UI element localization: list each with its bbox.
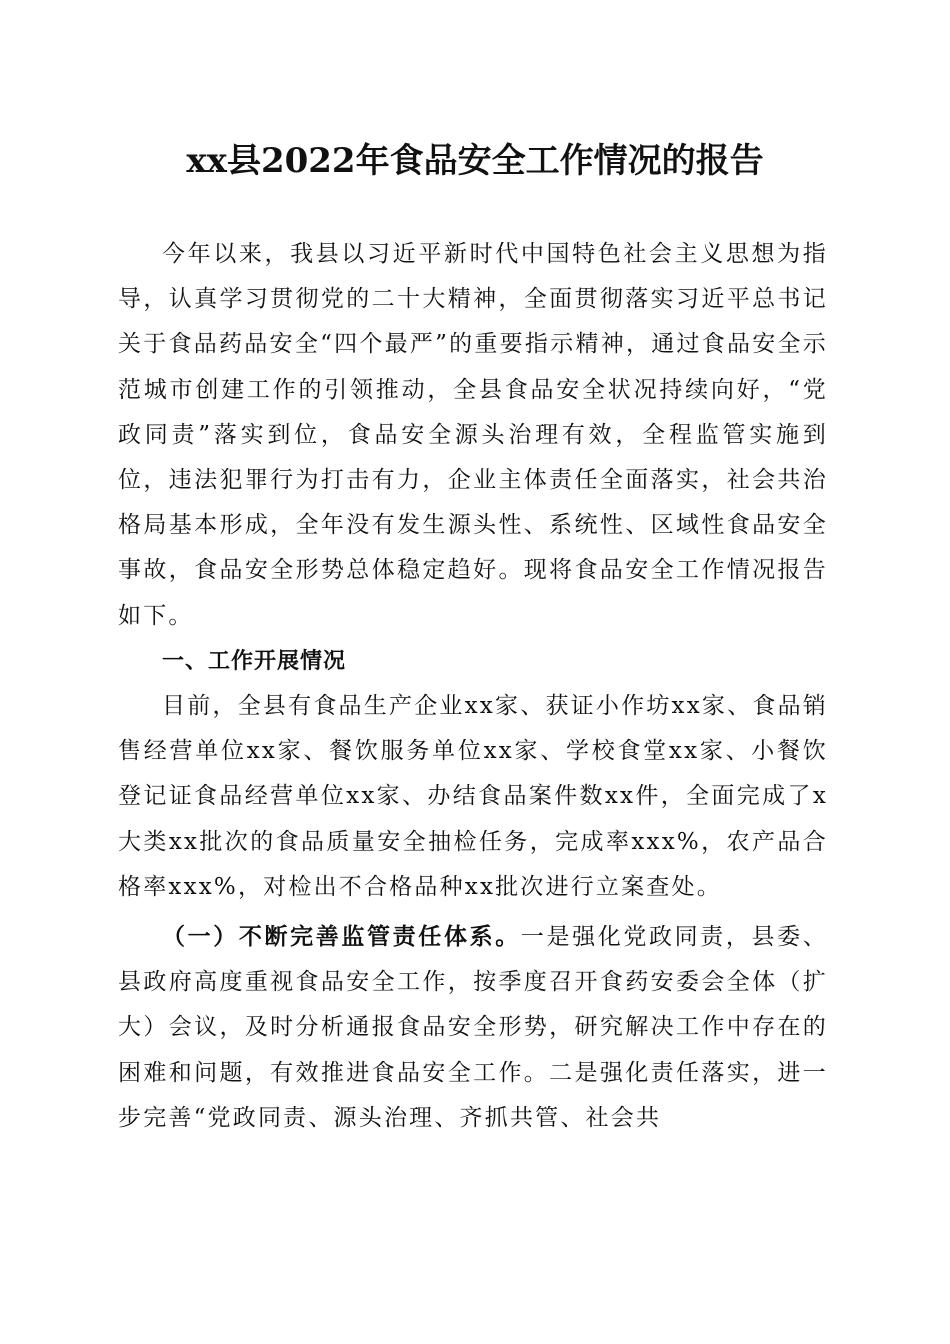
section-heading: 一、工作开展情况 [162,648,347,674]
section-paragraph: 目前，全县有食品生产企业xx家、获证小作坊xx家、食品销售经营单位xx家、餐饮服务单位xx家、学校食堂xx家、小餐饮登记证食品经营单位xx家、办结食品案件数xx件，全面完成了x大类xx批次的食品质量安全抽检任务，完成率xxx%，农产品合格率xxx%，对检出不合格品种xx批次进行立案查处。 [118,693,828,900]
subsection-paragraph [118,914,828,1141]
document-title: xx县2022年食品安全工作情况的报告 [186,141,764,181]
subsection-text: 一是强化党政同责，县委、县政府高度重视食品安全工作，按季度召开食药安委会全体（扩大）会议，及时分析通报食品安全形势，研究解决工作中存在的困难和问题，有效推进食品安全工作。二是强化责任落实，进一步完善“党政同责、源头治理、齐抓共管、社会共 [118,924,828,1131]
intro-paragraph: 今年以来，我县以习近平新时代中国特色社会主义思想为指导，认真学习贯彻党的二十大精神，全面贯彻落实习近平总书记关于食品药品安全“四个最严”的重要指示精神，通过食品安全示范城市创建工作的引领推动，全县食品安全状况持续向好，“党政同责”落实到位，食品安全源头治理有效，全程监管实施到位，违法犯罪行为打击有力，企业主体责任全面落实，社会共治格局基本形成，全年没有发生源头性、系统性、区域性食品安全事故，食品安全形势总体稳定趋好。现将食品安全工作情况报告如下。 [118,241,828,629]
document-body [118,232,828,1141]
subsection-heading: （一）不断完善监管责任体系。 [162,923,521,951]
